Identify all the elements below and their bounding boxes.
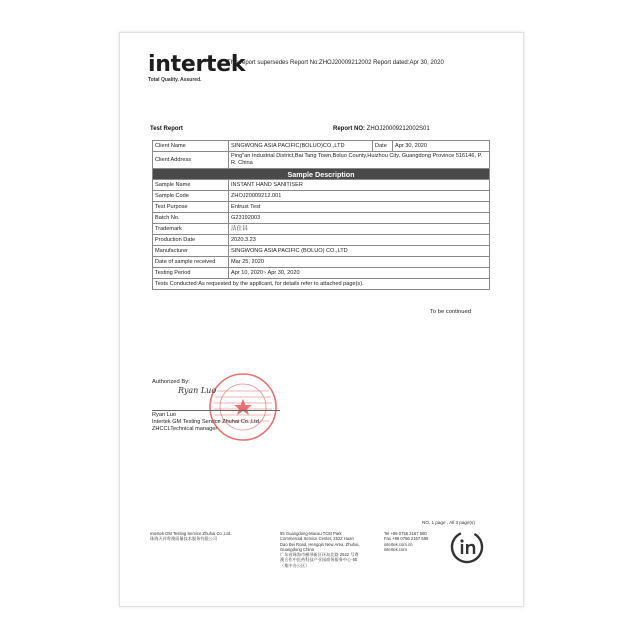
sample-rows: [153, 180, 490, 279]
sample-row-value: 2020.3.23: [229, 235, 490, 246]
supersedes-note: This report supersedes Report No:ZHOJ20009212002 Report dated:Apr 30, 2020: [227, 60, 444, 66]
sample-row: [153, 224, 490, 235]
sample-row-value: Apr 10, 2020~ Apr 30, 2020: [229, 268, 490, 279]
footer-contact: [384, 531, 428, 552]
footer-line: Tel +86 0756 2167 580: [384, 531, 427, 536]
logo-tagline: Total Quality. Assured.: [148, 77, 202, 83]
sample-row: [153, 257, 490, 268]
footer-line: intertek.com.cn: [384, 541, 413, 547]
footer-line: Fax +86 0756 2167 595: [384, 536, 429, 542]
signer-company: Intertek GM Testing Service Zhuhai Co.,Ltd.: [152, 419, 261, 425]
date-value: Apr 30, 2020: [393, 141, 490, 152]
footer-line: Dao Bei Road, Hengqin New Area, Zhuhai,: [280, 541, 360, 547]
client-name-row: [153, 141, 490, 152]
sample-row-label: Production Date: [153, 235, 229, 246]
footer-line: Intertek GM Testing Service Zhuhai Co.,Ltd.: [150, 531, 232, 536]
sample-row-label: Test Purpose: [153, 202, 229, 213]
client-address-row: [153, 152, 490, 169]
footer-line: （集中办公区）: [280, 562, 310, 568]
report-title: Test Report: [150, 126, 183, 132]
report-page: [119, 32, 524, 607]
logo-wordmark: intertek: [148, 52, 246, 77]
tests-conducted: Tests Conducted:As requested by the applicant, for details refer to attached page(s).: [153, 279, 490, 290]
footer-company: [150, 531, 231, 542]
section-title-row: [153, 169, 490, 180]
sample-row-value: INSTANT HAND SANITISER: [229, 180, 490, 191]
footer-line: Guangdong China: [280, 546, 314, 552]
footer-address: [280, 531, 360, 568]
date-label: Date: [373, 141, 393, 152]
continued-note: To be continued: [430, 309, 471, 315]
section-title: Sample Description: [153, 169, 490, 180]
signature: Ryan Luo: [178, 386, 217, 395]
footer-line: intertek.com: [384, 546, 407, 552]
sample-row-label: Date of sample received: [153, 257, 229, 268]
client-address-label: Client Address: [153, 152, 229, 169]
report-number-label: Report NO:: [333, 126, 365, 132]
footer-line: Commercial Service Center, 2522 Huan: [280, 536, 354, 542]
page-number: NO. 1 page , All 3 page(s): [422, 520, 475, 525]
sample-row-label: Manufacturer: [153, 246, 229, 257]
report-number-value: ZHOJ20009212002S01: [366, 126, 430, 132]
signer-title: ZHCCLTechnical manager: [152, 426, 218, 432]
footer-line: 广东省珠海市横琴新区环岛北路 2522 号粤: [280, 552, 359, 558]
sample-row: [153, 202, 490, 213]
client-name-label: Client Name: [153, 141, 229, 152]
sample-row: [153, 235, 490, 246]
sample-row: [153, 191, 490, 202]
sample-row-value: ZHOJ20009212.001: [229, 191, 490, 202]
sample-row-value: 洁仕昌: [229, 224, 490, 235]
footer-line: 55 Guangdong-Macau TCM Park: [280, 531, 342, 536]
sample-row-value: Mar 25, 2020: [229, 257, 490, 268]
sample-row-label: Batch No.: [153, 213, 229, 224]
report-table: [152, 140, 490, 290]
sample-row-label: Testing Period: [153, 268, 229, 279]
tests-conducted-row: [153, 279, 490, 290]
authorized-label: Authorized By:: [152, 379, 190, 385]
client-name-value: SINGWONG ASIA PACIFIC(BOLUO)CO.,LTD: [229, 141, 373, 152]
sample-row: [153, 180, 490, 191]
sample-row-label: Sample Name: [153, 180, 229, 191]
sample-row-value: SINGWONG ASIA PACIFIC (BOLUO) CO.,LTD: [229, 246, 490, 257]
signer-name: Ryan Luo: [152, 412, 176, 418]
sample-row-label: Trademark: [153, 224, 229, 235]
footer-line: 澳合作中医药科技产业园商务服务中心-55: [280, 557, 358, 563]
intertek-circle-logo-icon: [450, 530, 484, 564]
sample-row: [153, 213, 490, 224]
signer-block: [152, 412, 260, 433]
footer-line: 珠海天祥粤澳质量技术服务有限公司: [150, 536, 218, 542]
intertek-logo: [148, 54, 245, 83]
sample-row: [153, 246, 490, 257]
client-address-value: Ping"an Industrial District,Bai Tang Town,Boluo County,Huizhou City, Guangdong Province 516146, P. R. China: [229, 152, 490, 169]
sample-row: [153, 268, 490, 279]
sample-row-value: G23192003: [229, 213, 490, 224]
sample-row-value: Entrust Test: [229, 202, 490, 213]
report-number: [333, 126, 430, 132]
signature-line: [152, 410, 280, 411]
sample-row-label: Sample Code: [153, 191, 229, 202]
